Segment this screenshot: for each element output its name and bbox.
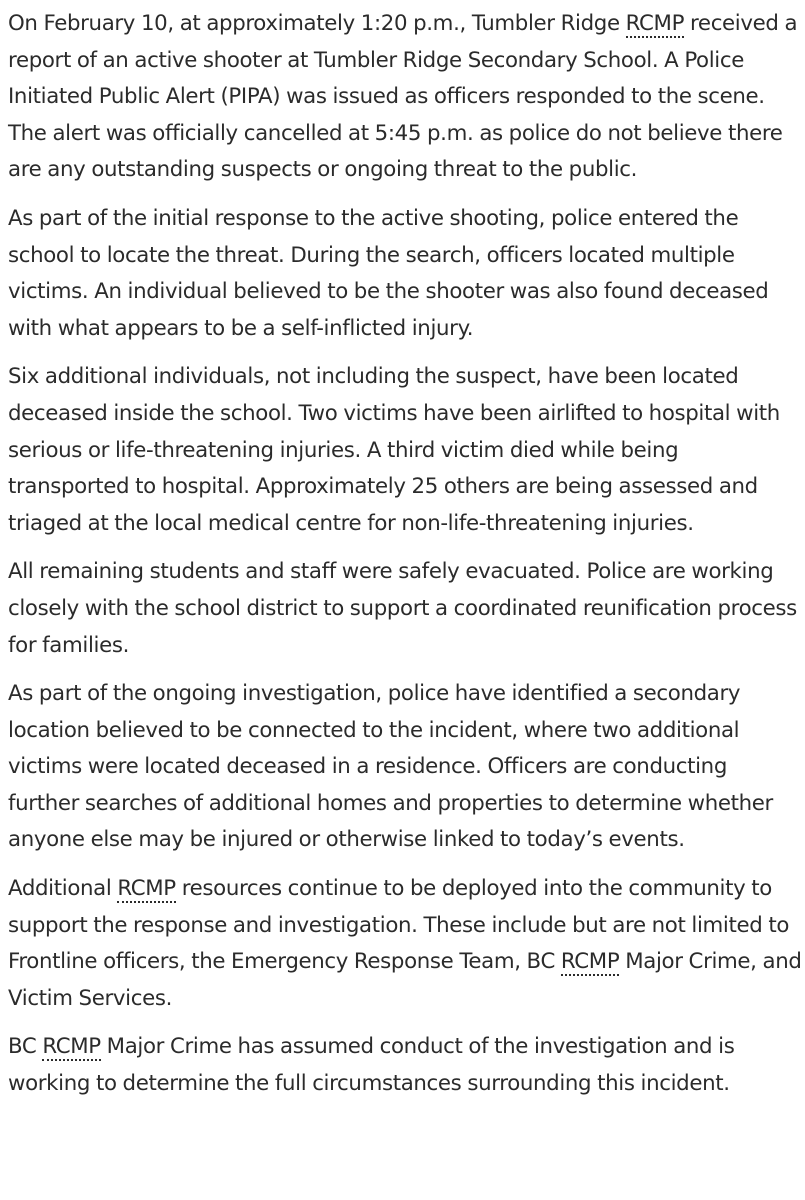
- rcmp-abbreviation[interactable]: RCMP: [117, 876, 176, 902]
- paragraph-text: Major Crime, and Victim Services.: [8, 949, 802, 1011]
- paragraph-text: received a report of an active shooter at Tumbler Ridge Secondary School. A Police Initiated Public Alert (PIPA) was issued as officers responded to the scene. The alert was officially cancelled at 5:45 p.m. as police do not believe there are any outstanding suspects or ongoing threat to the public.: [8, 11, 798, 183]
- paragraph-text: Additional: [8, 876, 118, 902]
- paragraph-text: On February 10, at approximately 1:20 p.m., Tumbler Ridge: [8, 11, 626, 36]
- rcmp-abbreviation[interactable]: RCMP: [42, 1034, 101, 1060]
- rcmp-abbreviation[interactable]: RCMP: [560, 949, 620, 975]
- paragraph-4: [8, 554, 803, 664]
- paragraph-text: As part of the initial response to the active shooting, police entered the school to locate the threat. During the search, officers located multiple victims. An individual believed to be the shooter was also found deceased with what appears to be a self-inflicted injury.: [8, 205, 769, 341]
- paragraph-text: Major Crime has assumed conduct of the investigation and is working to determine the full circumstances surrounding this incident.: [8, 1034, 735, 1097]
- paragraph-1: [8, 6, 803, 189]
- rcmp-abbreviation[interactable]: RCMP: [625, 11, 685, 36]
- paragraph-5: [8, 676, 803, 859]
- paragraph-7: [8, 1029, 803, 1102]
- news-article-body: [8, 6, 803, 1115]
- paragraph-text: All remaining students and staff were safely evacuated. Police are working closely with the school district to support a coordinated reunification process for families.: [8, 559, 797, 658]
- paragraph-3: [8, 359, 803, 542]
- paragraph-text: Six additional individuals, not including the suspect, have been located deceased inside the school. Two victims have been airlifted to hospital with serious or life-threatening injuries. A third victim died while being transported to hospital. Approximately 25 others are being assessed and triaged at the local medical centre for non-life-threatening injuries.: [8, 364, 780, 536]
- paragraph-text: resources continue to be deployed into the community to support the response and investigation. These include but are not limited to Frontline officers, the Emergency Response Team, BC: [8, 876, 789, 975]
- paragraph-text: As part of the ongoing investigation, police have identified a secondary location believed to be connected to the incident, where two additional victims were located deceased in a residence. Officers are conducting further searches of additional homes and properties to determine whether anyone else may be injured or otherwise linked to today’s events.: [8, 681, 773, 853]
- paragraph-2: [8, 201, 803, 347]
- paragraph-text: BC: [8, 1034, 43, 1060]
- paragraph-6: [8, 871, 803, 1017]
